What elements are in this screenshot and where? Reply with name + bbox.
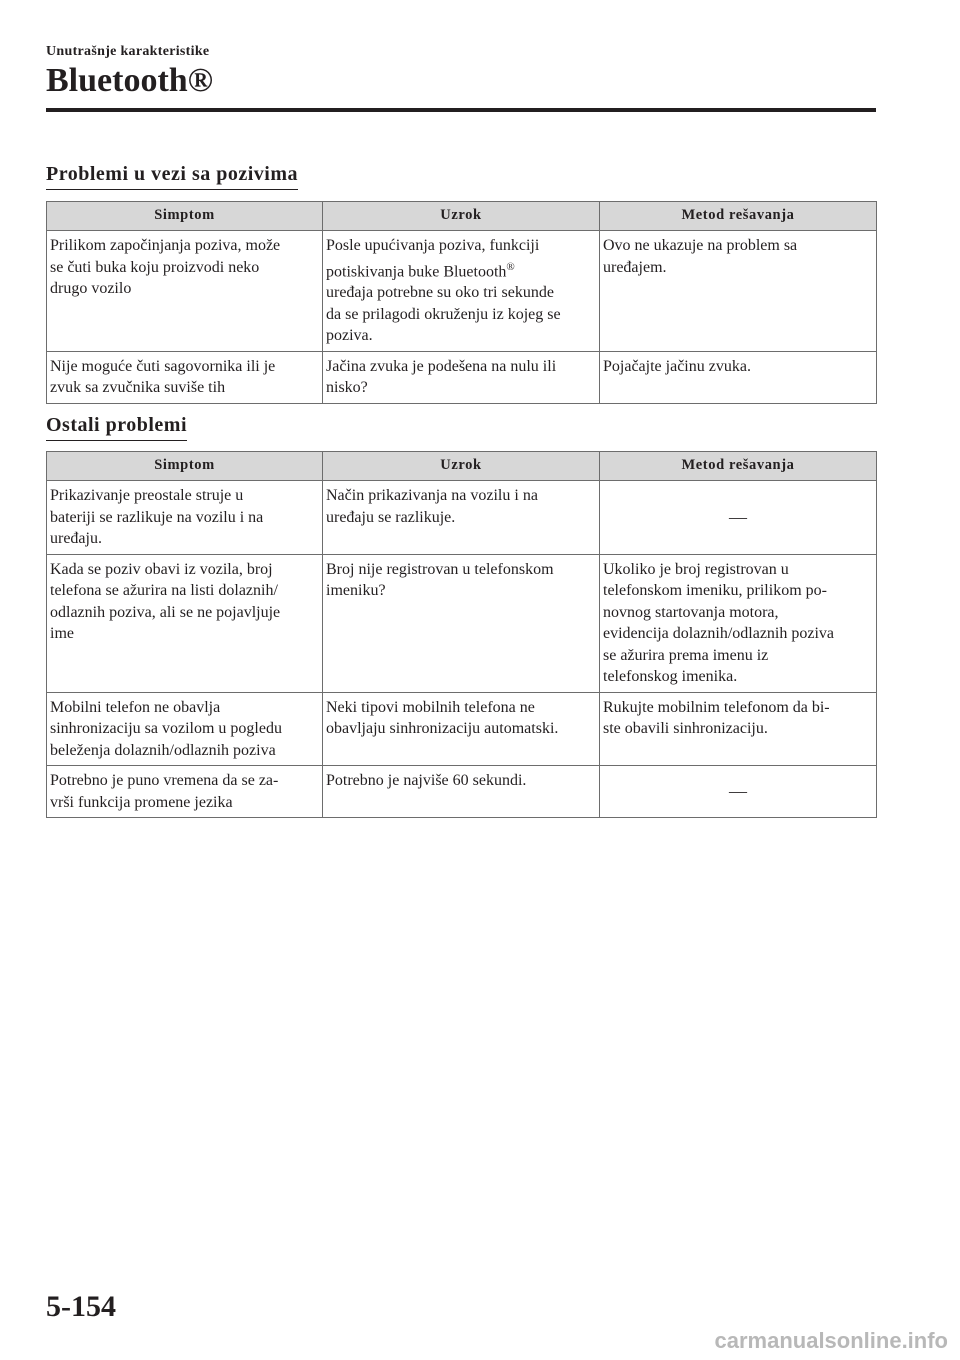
column-header-solution: Metod rešavanja bbox=[600, 202, 877, 231]
section-heading-call-problems: Problemi u vezi sa pozivima bbox=[46, 162, 298, 190]
symptom-cell: Prikazivanje preostale struje u bateriji se razlikuje na vozilu i na uređaju. bbox=[47, 481, 323, 555]
table-row bbox=[47, 766, 877, 818]
cause-cell: Način prikazivanja na vozilu i na uređaju se razlikuje. bbox=[323, 481, 600, 555]
other-problems-table bbox=[46, 451, 877, 818]
symptom-cell: Potrebno je puno vremena da se za- vrši funkcija promene jezika bbox=[47, 766, 323, 818]
table-row bbox=[47, 692, 877, 766]
cause-cell: Neki tipovi mobilnih telefona ne obavljaju sinhronizaciju automatski. bbox=[323, 692, 600, 766]
title-divider bbox=[46, 108, 876, 112]
table-row bbox=[47, 481, 877, 555]
solution-cell: — bbox=[600, 766, 877, 818]
table-row bbox=[47, 351, 877, 403]
watermark-site: carmanualsonline.info bbox=[714, 1328, 948, 1353]
solution-cell: Pojačajte jačinu zvuka. bbox=[600, 351, 877, 403]
column-header-symptom: Simptom bbox=[47, 202, 323, 231]
symptom-cell: Nije moguće čuti sagovornika ili je zvuk sa zvučnika suviše tih bbox=[47, 351, 323, 403]
table-header-row bbox=[47, 452, 877, 481]
cause-text-cont: uređaja potrebne su oko tri sekunde da se prilagodi okruženju iz kojeg se poziva. bbox=[326, 284, 561, 345]
table-header-row bbox=[47, 202, 877, 231]
cause-cell bbox=[323, 231, 600, 352]
solution-cell: — bbox=[600, 481, 877, 555]
cause-text: Posle upućivanja poziva, funkciji potiskivanja buke Bluetooth bbox=[326, 237, 540, 280]
symptom-cell: Prilikom započinjanja poziva, može se čuti buka koju proizvodi neko drugo vozilo bbox=[47, 231, 323, 352]
solution-cell: Ukoliko je broj registrovan u telefonskom imeniku, prilikom po- novnog startovanja motora, evidencija dolaznih/odlaznih poziva se ažurira prema imenu iz telefonskog imenika. bbox=[600, 554, 877, 692]
symptom-cell: Mobilni telefon ne obavlja sinhronizaciju sa vozilom u pogledu beleženja dolaznih/odlaznih poziva bbox=[47, 692, 323, 766]
table-row bbox=[47, 231, 877, 352]
cause-cell: Broj nije registrovan u telefonskom imeniku? bbox=[323, 554, 600, 692]
solution-cell: Rukujte mobilnim telefonom da bi- ste obavili sinhronizaciju. bbox=[600, 692, 877, 766]
table-row bbox=[47, 554, 877, 692]
column-header-cause: Uzrok bbox=[323, 452, 600, 481]
column-header-solution: Metod rešavanja bbox=[600, 452, 877, 481]
symptom-cell: Kada se poziv obavi iz vozila, broj telefona se ažurira na listi dolaznih/ odlaznih poziva, ali se ne pojavljuje ime bbox=[47, 554, 323, 692]
solution-cell: Ovo ne ukazuje na problem sa uređajem. bbox=[600, 231, 877, 352]
column-header-symptom: Simptom bbox=[47, 452, 323, 481]
call-problems-table bbox=[46, 201, 877, 404]
column-header-cause: Uzrok bbox=[323, 202, 600, 231]
chapter-label: Unutrašnje karakteristike bbox=[46, 44, 210, 59]
cause-cell: Potrebno je najviše 60 sekundi. bbox=[323, 766, 600, 818]
cause-cell: Jačina zvuka je podešena na nulu ili nisko? bbox=[323, 351, 600, 403]
page-number: 5-154 bbox=[46, 1290, 116, 1323]
registered-mark: ® bbox=[506, 260, 515, 273]
section-heading-other-problems: Ostali problemi bbox=[46, 413, 187, 441]
page-title: Bluetooth® bbox=[46, 62, 214, 99]
